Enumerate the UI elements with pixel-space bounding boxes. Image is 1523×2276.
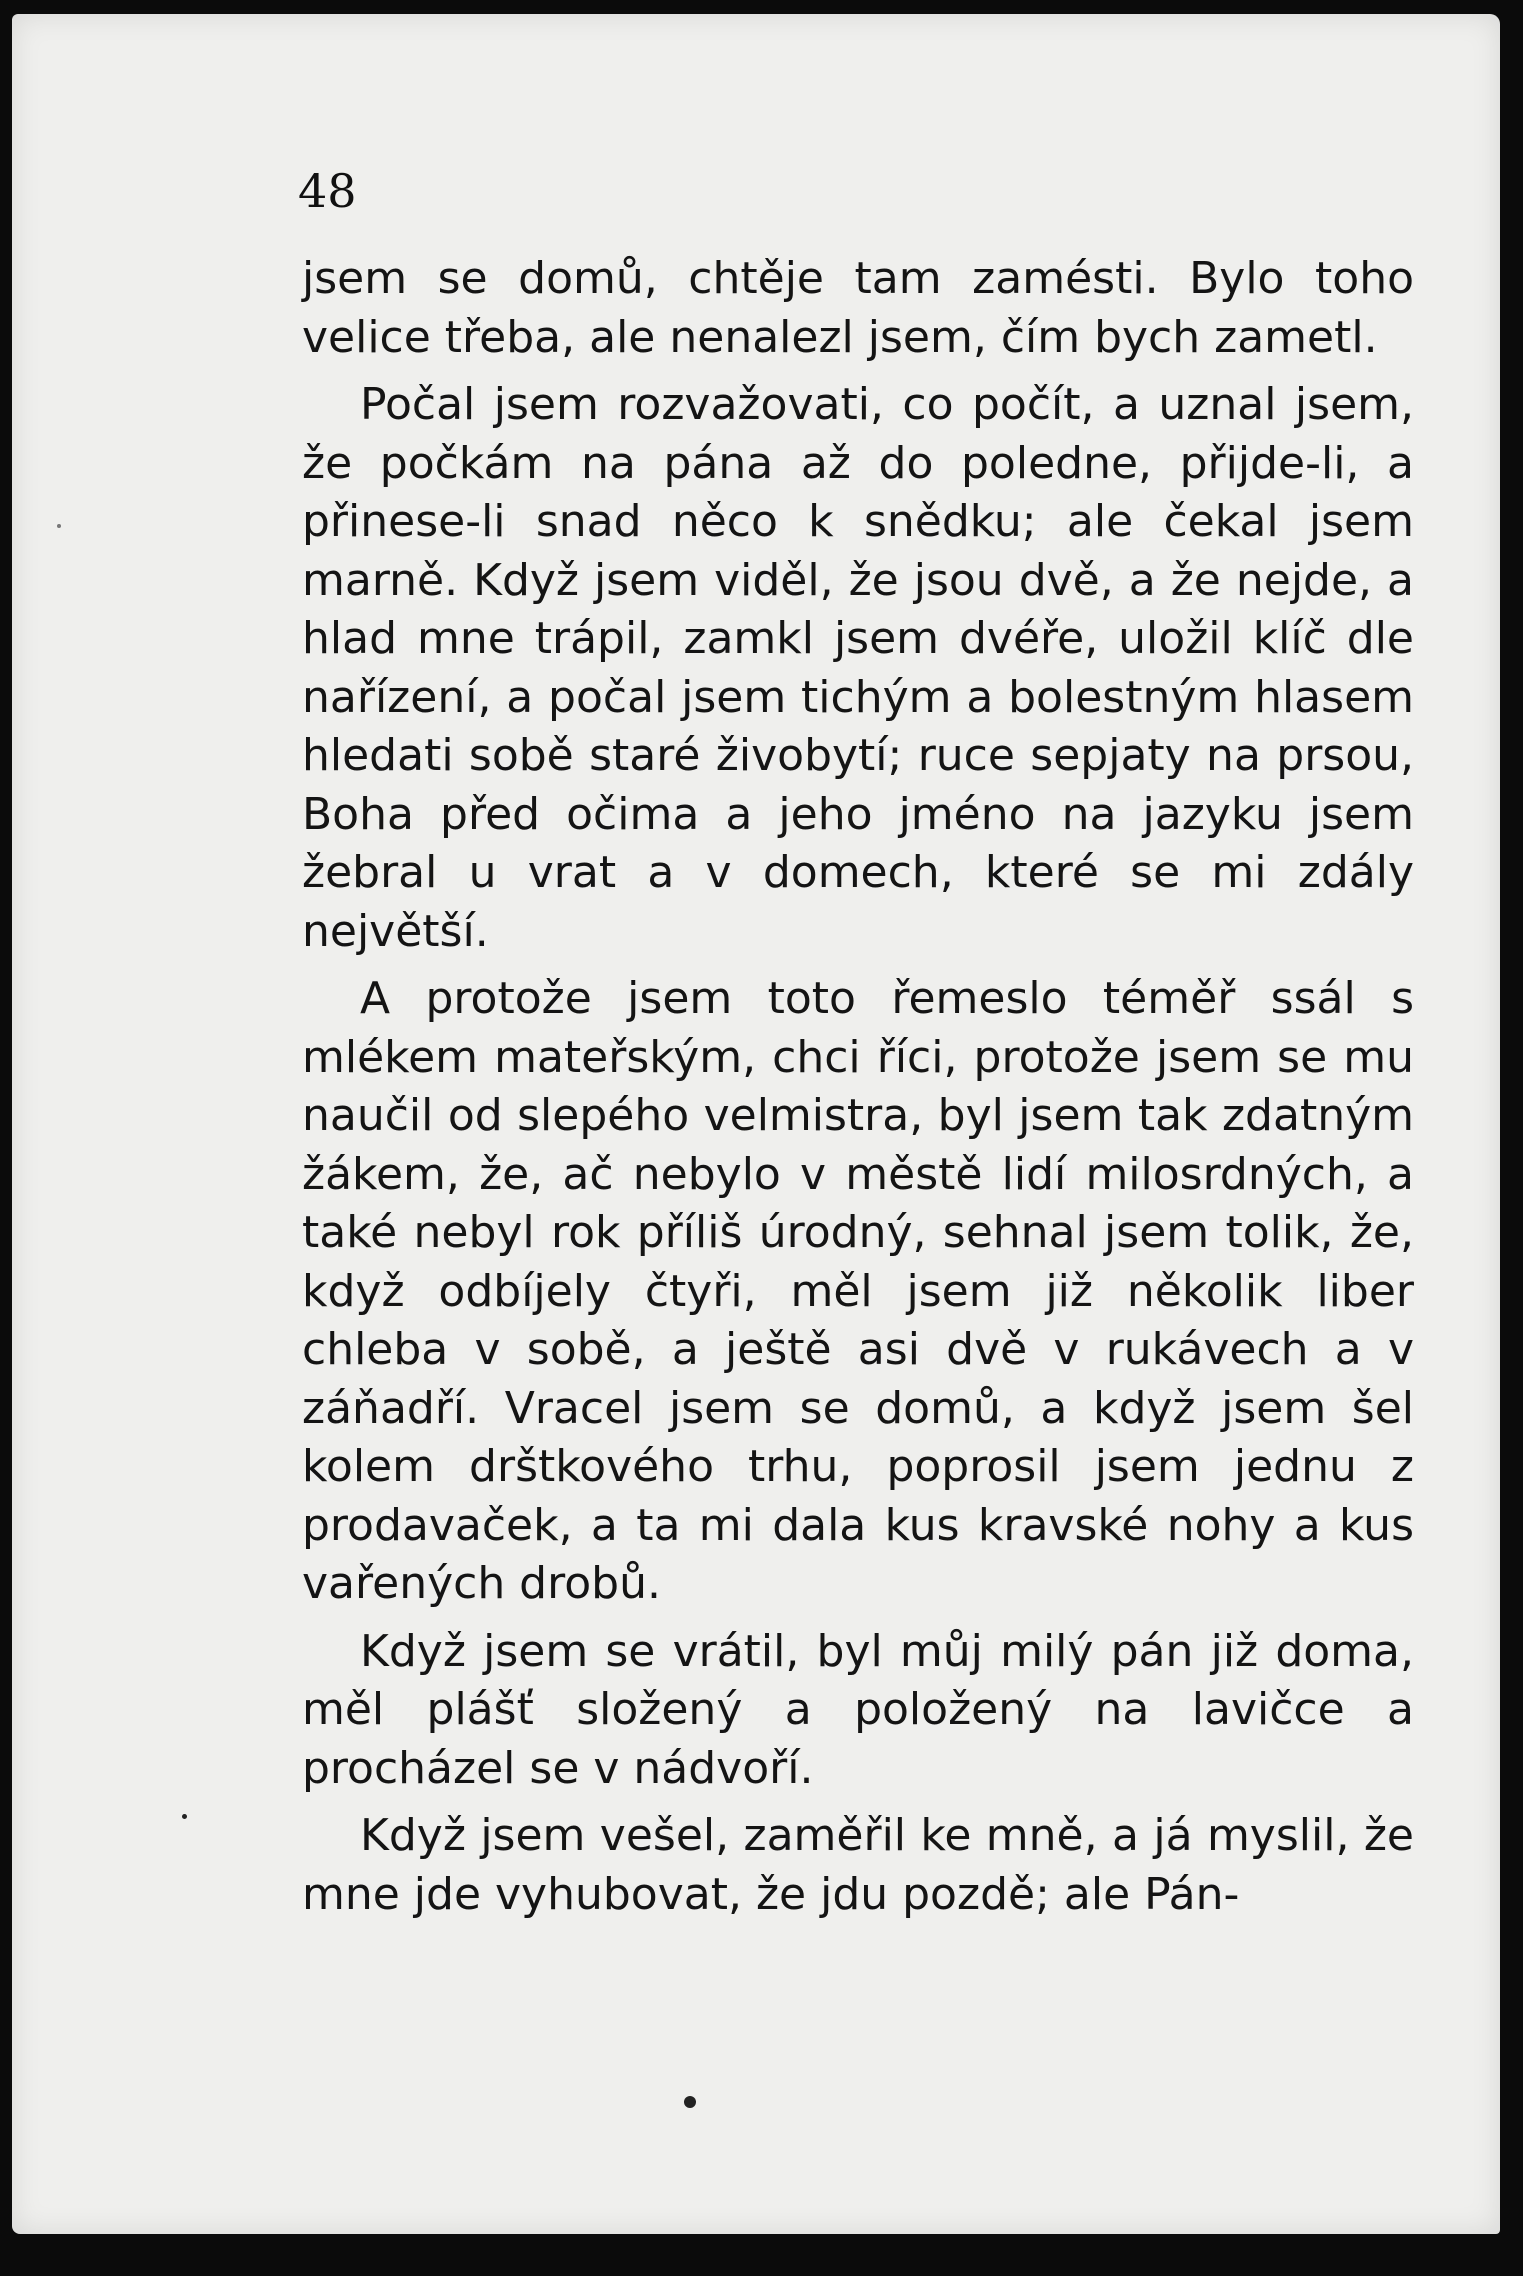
page-number: 48 <box>298 164 357 218</box>
ink-speck <box>57 524 61 528</box>
paragraph-5: Když jsem vešel, zaměřil ke mně, a já myslil, že mne jde vyhubovat, že jdu pozdě; ale Pán- <box>302 1810 1414 1920</box>
paragraph-2: Počal jsem rozvažovati, co počít, a uznal jsem, že počkám na pána až do poledne, přijde-li, a přinese-li snad něco k snědku; ale čekal jsem marně. Když jsem viděl, že jsou dvě, a že nejde, a hlad mne trápil, zamkl jsem dvéře, uložil klíč dle nařízení, a počal jsem tichým a bolestným hlasem hledati sobě staré živobytí; ruce sepjaty na prsou, Boha před očima a jeho jméno na jazyku jsem žebral u vrat a v domech, které se mi zdály největší. <box>302 379 1414 957</box>
body-text <box>302 250 1414 1924</box>
paragraph-1: jsem se domů, chtěje tam zamésti. Bylo toho velice třeba, ale nenalezl jsem, čím bych zametl. <box>302 253 1414 363</box>
paragraph-4: Když jsem se vrátil, byl můj milý pán již doma, měl plášť složený a položený na lavičce a procházel se v nádvoří. <box>302 1625 1414 1794</box>
ink-speck <box>182 1814 187 1819</box>
book-page <box>12 14 1500 2234</box>
paragraph-3: A protože jsem toto řemeslo téměř ssál s mlékem mateřským, chci říci, protože jsem se mu naučil od slepého velmistra, byl jsem tak zdatným žákem, že, ač nebylo v městě lidí milosrdných, a také nebyl rok příliš úrodný, sehnal jsem tolik, že, když odbíjely čtyři, měl jsem již několik liber chleba v sobě, a ještě asi dvě v rukávech a v záňadří. Vracel jsem se domů, a když jsem šel kolem drštkového trhu, poprosil jsem jednu z prodavaček, a ta mi dala kus kravské nohy a kus vařených drobů. <box>302 973 1414 1609</box>
ink-speck <box>684 2096 696 2108</box>
